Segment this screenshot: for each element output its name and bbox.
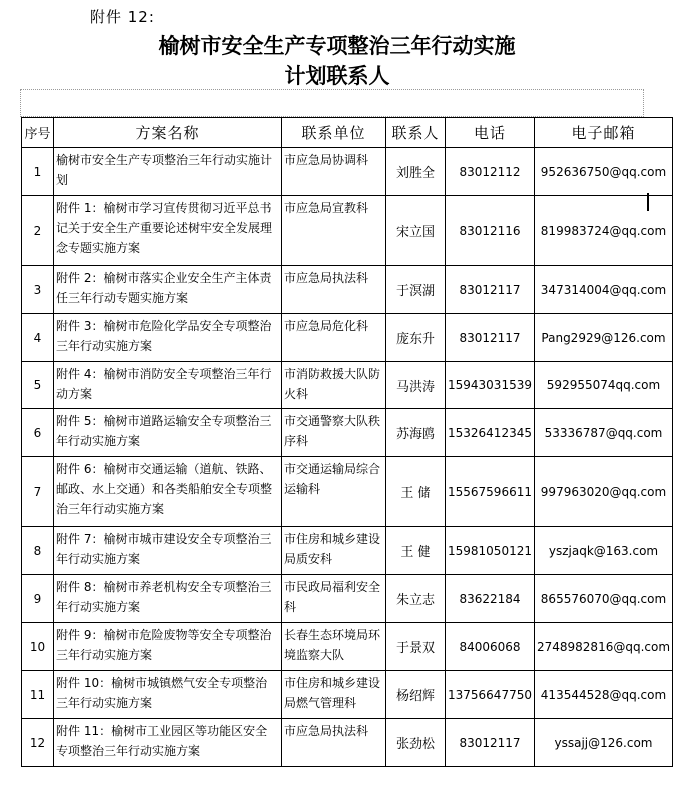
cell-contact-unit: 市应急局宣教科 [282,196,386,266]
attachment-label: 附件 12: [90,8,155,26]
page-title-line1: 榆树市安全生产专项整治三年行动实施 [158,33,516,58]
cell-plan-name: 附件 8：榆树市养老机构安全专项整治三年行动实施方案 [54,575,282,623]
header-unit: 联系单位 [282,118,386,148]
cell-no: 6 [22,409,54,457]
cell-contact-person: 朱立志 [386,575,446,623]
cell-contact-unit: 市住房和城乡建设局燃气管理科 [282,671,386,719]
cell-no: 12 [22,719,54,767]
cell-email: 347314004@qq.com [534,266,672,314]
cell-contact-person: 张劲松 [386,719,446,767]
cell-no: 7 [22,457,54,527]
cell-phone: 83012116 [446,196,535,266]
table-row [22,671,673,719]
page-title-line2: 计划联系人 [284,63,390,88]
cell-email: 819983724@qq.com [534,196,672,266]
cell-contact-person: 庞东升 [386,314,446,362]
cell-plan-name: 榆树市安全生产专项整治三年行动实施计划 [54,148,282,196]
cell-email: Pang2929@126.com [534,314,672,362]
cell-phone: 83012112 [446,148,535,196]
header-email: 电子邮箱 [534,118,672,148]
contact-table [21,117,673,767]
cell-contact-unit: 市交通警察大队秩序科 [282,409,386,457]
cell-phone: 15567596611 [446,457,535,527]
table-row [22,148,673,196]
cell-contact-unit: 市应急局执法科 [282,266,386,314]
cell-phone: 15943031539 [446,362,535,409]
header-no: 序号 [22,118,54,148]
cell-email: 413544528@qq.com [534,671,672,719]
cell-phone: 83012117 [446,266,535,314]
cell-plan-name: 附件 10：榆树市城镇燃气安全专项整治三年行动实施方案 [54,671,282,719]
cell-contact-person: 王 健 [386,527,446,575]
table-row [22,623,673,671]
cell-email: 865576070@qq.com [534,575,672,623]
cell-plan-name: 附件 6：榆树市交通运输（道航、铁路、邮政、水上交通）和各类船舶安全专项整治三年行动实施方案 [54,457,282,527]
cell-email: 952636750@qq.com [534,148,672,196]
cell-plan-name: 附件 5：榆树市道路运输安全专项整治三年行动实施方案 [54,409,282,457]
cell-phone: 13756647750 [446,671,535,719]
cell-contact-person: 于景双 [386,623,446,671]
cell-no: 8 [22,527,54,575]
cell-email: yszjaqk@163.com [534,527,672,575]
cell-phone: 83012117 [446,314,535,362]
cell-phone: 15981050121 [446,527,535,575]
cell-phone: 83622184 [446,575,535,623]
cell-no: 11 [22,671,54,719]
cell-no: 1 [22,148,54,196]
cell-no: 4 [22,314,54,362]
cell-contact-unit: 市应急局协调科 [282,148,386,196]
cell-no: 10 [22,623,54,671]
cell-contact-person: 刘胜全 [386,148,446,196]
cell-email: 53336787@qq.com [534,409,672,457]
table-row [22,575,673,623]
cell-phone: 84006068 [446,623,535,671]
cell-email: yssajj@126.com [534,719,672,767]
cell-email: 2748982816@qq.com [534,623,672,671]
table-row [22,266,673,314]
table-header-row [22,118,673,148]
header-plan: 方案名称 [54,118,282,148]
cell-plan-name: 附件 9：榆树市危险废物等安全专项整治三年行动实施方案 [54,623,282,671]
cell-contact-unit: 市住房和城乡建设局质安科 [282,527,386,575]
cell-contact-person: 宋立国 [386,196,446,266]
cell-plan-name: 附件 1：榆树市学习宣传贯彻习近平总书记关于安全生产重要论述树牢安全发展理念专题实施方案 [54,196,282,266]
cell-email: 997963020@qq.com [534,457,672,527]
cell-email: 592955074qq.com [534,362,672,409]
cell-contact-person: 杨绍辉 [386,671,446,719]
cell-contact-unit: 市交通运输局综合运输科 [282,457,386,527]
cell-contact-person: 于溟湖 [386,266,446,314]
cell-plan-name: 附件 3：榆树市危险化学品安全专项整治三年行动实施方案 [54,314,282,362]
cell-no: 3 [22,266,54,314]
table-row [22,409,673,457]
table-row [22,527,673,575]
cell-no: 2 [22,196,54,266]
cell-phone: 83012117 [446,719,535,767]
cell-plan-name: 附件 4：榆树市消防安全专项整治三年行动方案 [54,362,282,409]
cell-plan-name: 附件 2：榆树市落实企业安全生产主体责任三年行动专题实施方案 [54,266,282,314]
cell-contact-unit: 市应急局执法科 [282,719,386,767]
cell-contact-person: 王 储 [386,457,446,527]
table-row [22,362,673,409]
cell-contact-unit: 市应急局危化科 [282,314,386,362]
header-person: 联系人 [386,118,446,148]
table-row [22,457,673,527]
cell-contact-person: 苏海鸥 [386,409,446,457]
cell-no: 5 [22,362,54,409]
cell-plan-name: 附件 11：榆树市工业园区等功能区安全专项整治三年行动实施方案 [54,719,282,767]
cell-contact-unit: 市消防救援大队防火科 [282,362,386,409]
header-spacer-box [20,89,644,117]
cell-contact-unit: 长春生态环境局环境监察大队 [282,623,386,671]
cell-plan-name: 附件 7：榆树市城市建设安全专项整治三年行动实施方案 [54,527,282,575]
cell-contact-unit: 市民政局福利安全科 [282,575,386,623]
cell-contact-person: 马洪涛 [386,362,446,409]
cell-no: 9 [22,575,54,623]
table-row [22,196,673,266]
table-row [22,719,673,767]
header-phone: 电话 [446,118,535,148]
table-row [22,314,673,362]
cell-phone: 15326412345 [446,409,535,457]
